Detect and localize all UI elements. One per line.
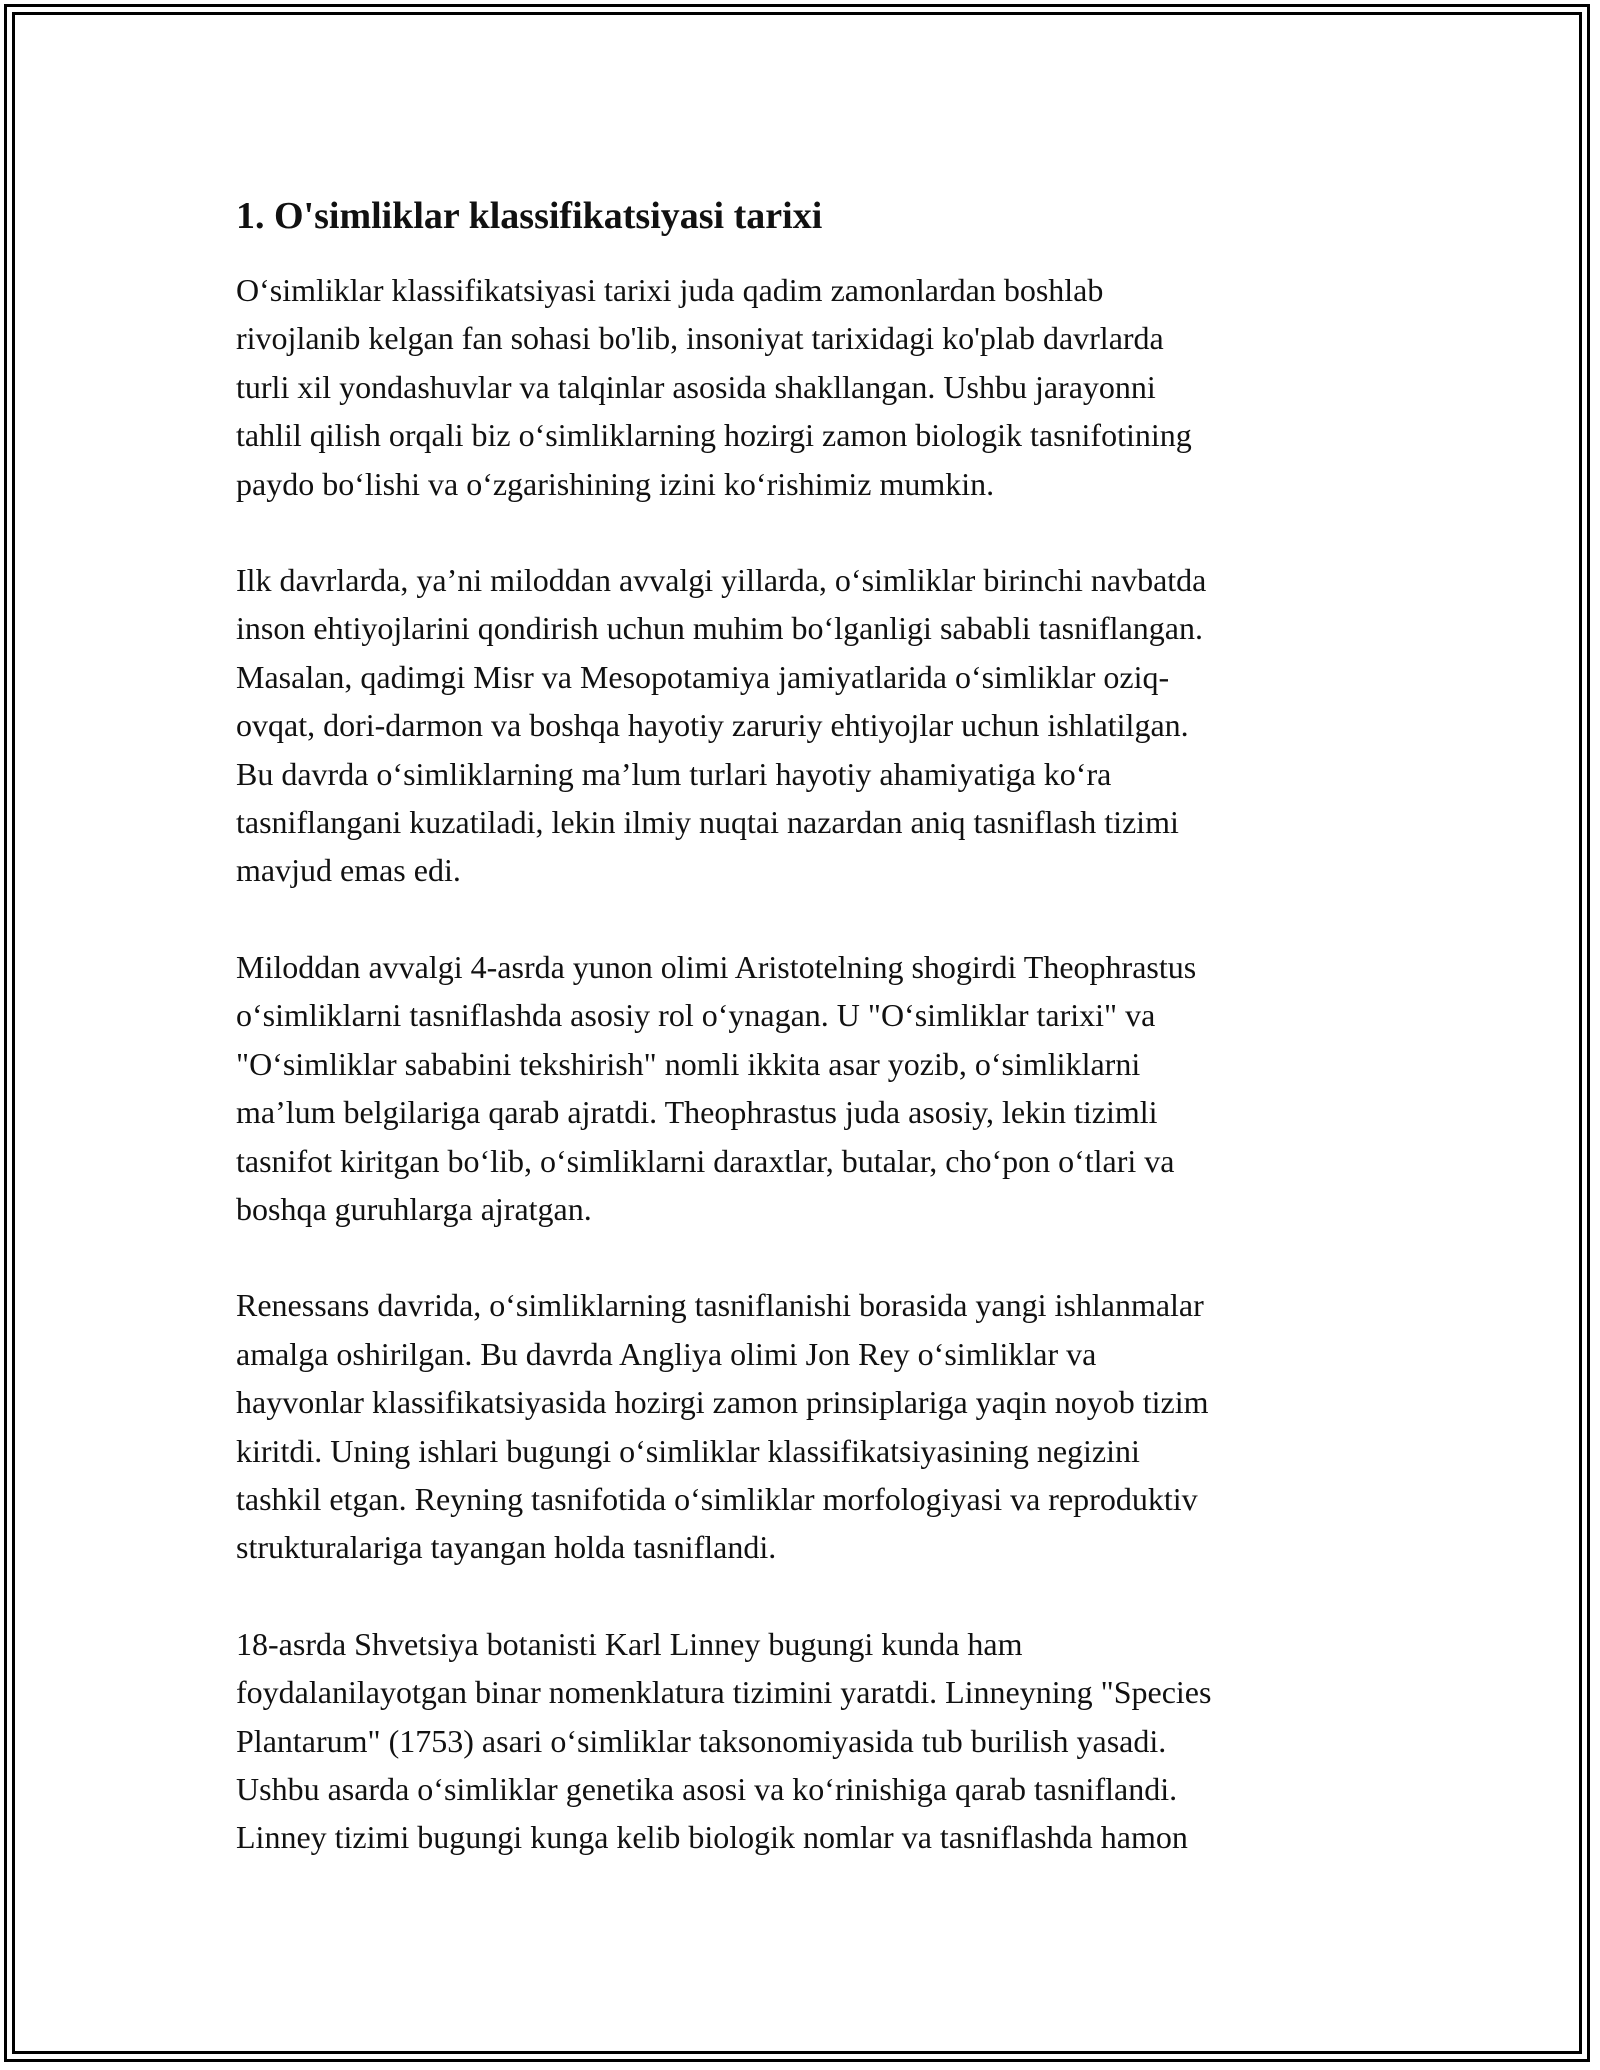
text-line: ovqat, dori-darmon va boshqa hayotiy zaruriy ehtiyojlar uchun ishlatilgan. (236, 707, 1189, 744)
text-line: Masalan, qadimgi Misr va Mesopotamiya jamiyatlarida o‘simliklar oziq- (236, 658, 1170, 695)
paragraph-renaissance (236, 1281, 1376, 1571)
paragraph-theophrastus (236, 943, 1376, 1233)
text-line: Ilk davrlarda, ya’ni miloddan avvalgi yillarda, o‘simliklar birinchi navbatda (236, 562, 1207, 599)
text-line: Renessans davrida, o‘simliklarning tasniflanishi borasida yangi ishlanmalar (236, 1287, 1204, 1324)
text-line: tasnifot kiritgan bo‘lib, o‘simliklarni daraxtlar, butalar, cho‘pon o‘tlari va (236, 1142, 1175, 1179)
text-line: Ushbu asarda o‘simliklar genetika asosi va ko‘rinishiga qarab tasniflandi. (236, 1770, 1178, 1807)
text-line: inson ehtiyojlarini qondirish uchun muhim bo‘lganligi sababli tasniflangan. (236, 610, 1203, 647)
text-line: foydalanilayotgan binar nomenklatura tizimini yaratdi. Linneyning "Species (236, 1674, 1212, 1711)
text-line: ma’lum belgilariga qarab ajratdi. Theophrastus juda asosiy, lekin tizimli (236, 1094, 1158, 1131)
text-line: amalga oshirilgan. Bu davrda Angliya olimi Jon Rey o‘simliklar va (236, 1335, 1097, 1372)
text-line: paydo bo‘lishi va o‘zgarishining izini ko‘rishimiz mumkin. (236, 465, 995, 502)
text-line: Linney tizimi bugungi kunga kelib biologik nomlar va tasniflashda hamon (236, 1819, 1188, 1856)
paragraph-linnaeus (236, 1620, 1376, 1862)
text-line: turli xil yondashuvlar va talqinlar asosida shakllangan. Ushbu jarayonni (236, 368, 1156, 405)
text-line: tahlil qilish orqali biz o‘simliklarning hozirgi zamon biologik tasnifotining (236, 417, 1192, 454)
text-line: strukturalariga tayangan holda tasniflandi. (236, 1529, 777, 1566)
text-line: rivojlanib kelgan fan sohasi bo'lib, insoniyat tarixidagi ko'plab davrlarda (236, 320, 1164, 357)
section-heading: 1. O'simliklar klassifikatsiyasi tarixi (236, 195, 823, 237)
text-line: O‘simliklar klassifikatsiyasi tarixi juda qadim zamonlardan boshlab (236, 272, 1104, 308)
text-line: "O‘simliklar sababini tekshirish" nomli ikkita asar yozib, o‘simliklarni (236, 1045, 1141, 1082)
text-line: Miloddan avvalgi 4-asrda yunon olimi Aristotelning shogirdi Theophrastus (236, 948, 1197, 985)
text-line: mavjud emas edi. (236, 852, 461, 889)
text-line: Plantarum" (1753) asari o‘simliklar taksonomiyasida tub burilish yasadi. (236, 1722, 1167, 1759)
text-line: hayvonlar klassifikatsiyasida hozirgi zamon prinsiplariga yaqin noyob tizim (236, 1384, 1209, 1421)
paragraph-intro (236, 266, 1376, 508)
text-line: tasniflangani kuzatiladi, lekin ilmiy nuqtai nazardan aniq tasniflash tizimi (236, 804, 1179, 841)
text-line: tashkil etgan. Reyning tasnifotida o‘simliklar morfologiyasi va reproduktiv (236, 1480, 1198, 1517)
text-line: boshqa guruhlarga ajratgan. (236, 1190, 592, 1227)
text-line: kiritdi. Uning ishlari bugungi o‘simliklar klassifikatsiyasining negizini (236, 1432, 1140, 1469)
text-line: 18-asrda Shvetsiya botanisti Karl Linney bugungi kunda ham (236, 1625, 1023, 1662)
text-line: o‘simliklarni tasniflashda asosiy rol o‘ynagan. U "O‘simliklar tarixi" va (236, 997, 1156, 1034)
text-line: Bu davrda o‘simliklarning ma’lum turlari hayotiy ahamiyatiga ko‘ra (236, 755, 1112, 792)
document-body (236, 188, 1376, 1910)
paragraph-early-periods (236, 556, 1376, 895)
